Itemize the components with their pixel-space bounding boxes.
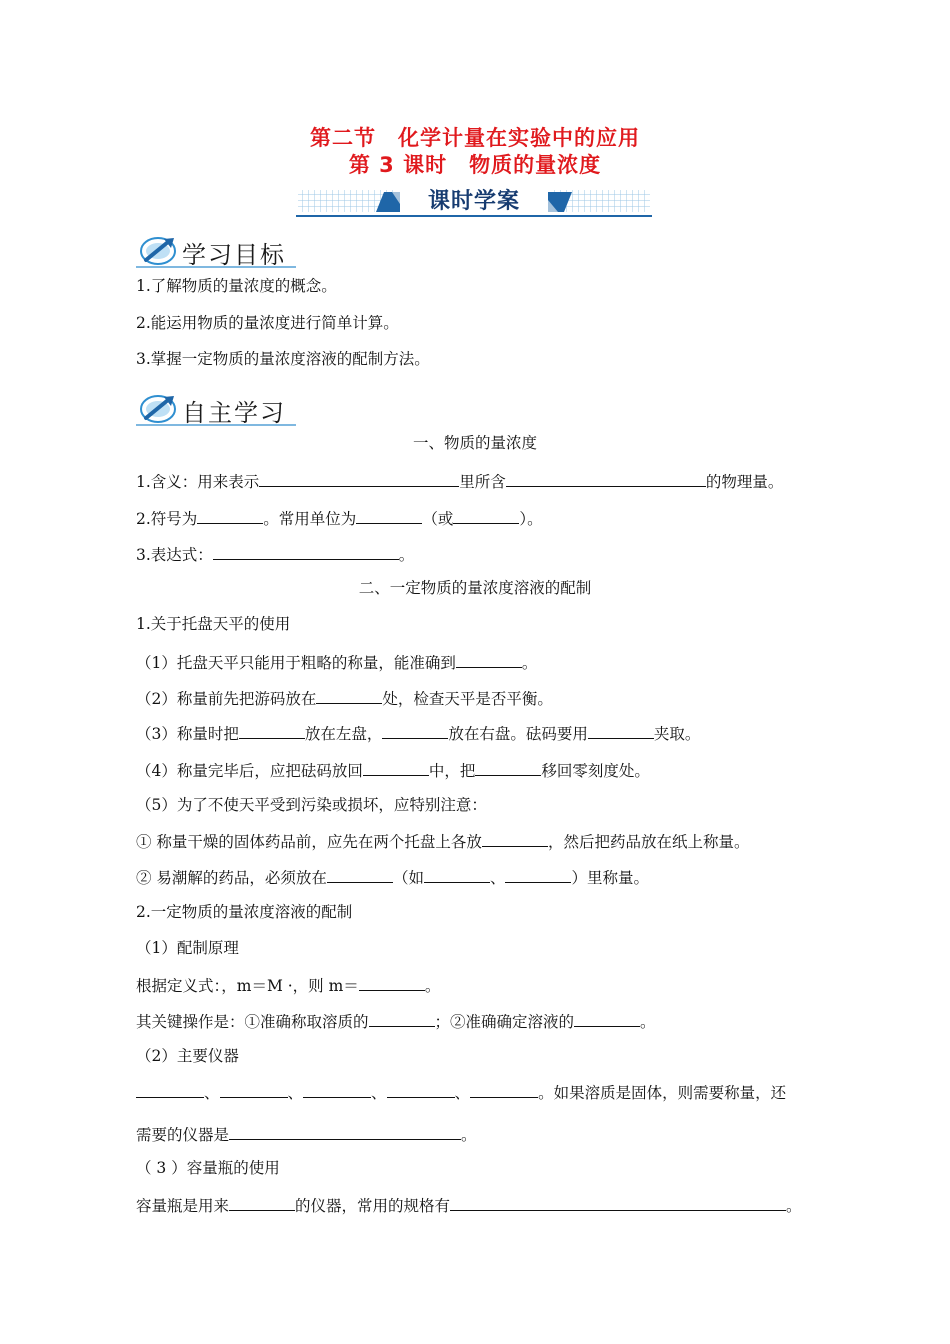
- text-line: （2）主要仪器: [136, 1047, 239, 1065]
- answer-blank[interactable]: [450, 1194, 786, 1211]
- fill-line: 其关键操作是：①准确称取溶质的 ；②准确确定溶液的 。: [136, 1010, 656, 1032]
- answer-blank[interactable]: [574, 1010, 640, 1027]
- answer-blank[interactable]: [475, 759, 541, 776]
- subsection-title: 1.关于托盘天平的使用: [136, 615, 291, 633]
- section-objectives: [136, 234, 336, 270]
- answer-blank[interactable]: [259, 470, 459, 487]
- answer-blank[interactable]: [239, 722, 305, 739]
- answer-blank[interactable]: [506, 470, 706, 487]
- section-objectives-title: 学习目标: [182, 241, 286, 269]
- fill-line: （1）托盘天平只能用于粗略的称量，能准确到 。: [136, 651, 537, 673]
- answer-blank[interactable]: [482, 830, 548, 847]
- page-title: 第二节 化学计量在实验中的应用: [310, 126, 640, 150]
- answer-blank[interactable]: [470, 1081, 538, 1098]
- answer-blank[interactable]: [456, 651, 522, 668]
- text-line: （1）配制原理: [136, 939, 239, 957]
- page-subtitle: 第 3 课时 物质的量浓度: [348, 153, 602, 177]
- fill-line-instruments: 、 、 、 、 。如果溶质是固体，则需要称量，还: [136, 1081, 786, 1103]
- objective-item: 2.能运用物质的量浓度进行简单计算。: [136, 314, 399, 332]
- answer-blank[interactable]: [197, 507, 263, 524]
- fill-line: ② 易潮解的药品，必须放在 （如 、 ）里称量。: [136, 866, 649, 888]
- answer-blank[interactable]: [303, 1081, 371, 1098]
- fill-line-expression: 3.表达式： 。: [136, 543, 414, 565]
- lesson-banner: [296, 188, 652, 218]
- part1-heading: 一、物质的量浓度: [412, 434, 537, 452]
- answer-blank[interactable]: [387, 1081, 455, 1098]
- fill-line: ① 称量干燥的固体药品前，应先在两个托盘上各放 ，然后把药品放在纸上称量。: [136, 830, 749, 852]
- objective-item: 1.了解物质的量浓度的概念。: [136, 277, 337, 295]
- answer-blank[interactable]: [356, 507, 422, 524]
- answer-blank[interactable]: [588, 722, 654, 739]
- fill-line: 根据定义式：，m＝M ·，则 m＝ 。: [136, 974, 440, 996]
- objective-item: 3.掌握一定物质的量浓度溶液的配制方法。: [136, 350, 430, 368]
- answer-blank[interactable]: [505, 866, 571, 883]
- fill-line: 容量瓶是用来 的仪器，常用的规格有 。: [136, 1194, 802, 1216]
- fill-line-definition: 1.含义：用来表示 里所含 的物理量。: [136, 470, 783, 492]
- answer-blank[interactable]: [359, 974, 425, 991]
- text-line: （5）为了不使天平受到污染或损坏，应特别注意：: [136, 796, 487, 814]
- answer-blank[interactable]: [229, 1194, 295, 1211]
- answer-blank[interactable]: [363, 759, 429, 776]
- answer-blank[interactable]: [424, 866, 490, 883]
- answer-blank[interactable]: [369, 1010, 435, 1027]
- banner-title: 课时学案: [427, 189, 520, 214]
- answer-blank[interactable]: [229, 1123, 461, 1140]
- fill-line: （4）称量完毕后，应把砝码放回 中，把 移回零刻度处。: [136, 759, 650, 781]
- fill-line: （3）称量时把 放在左盘， 放在右盘。砝码要用 夹取。: [136, 722, 700, 744]
- section-self-study: [136, 392, 336, 428]
- answer-blank[interactable]: [382, 722, 448, 739]
- answer-blank[interactable]: [136, 1081, 204, 1098]
- fill-line: （2）称量前先把游码放在 处，检查天平是否平衡。: [136, 687, 553, 709]
- subsection-title: 2.一定物质的量浓度溶液的配制: [136, 903, 353, 921]
- answer-blank[interactable]: [213, 543, 399, 560]
- answer-blank[interactable]: [220, 1081, 288, 1098]
- fill-line: 需要的仪器是 。: [136, 1123, 477, 1145]
- answer-blank[interactable]: [316, 687, 382, 704]
- answer-blank[interactable]: [327, 866, 393, 883]
- part2-heading: 二、一定物质的量浓度溶液的配制: [358, 579, 592, 597]
- section-self-study-title: 自主学习: [182, 399, 286, 427]
- answer-blank[interactable]: [453, 507, 519, 524]
- text-line: （ 3 ）容量瓶的使用: [136, 1159, 280, 1177]
- fill-line-symbol: 2.符号为 。常用单位为 （或 ）。: [136, 507, 543, 529]
